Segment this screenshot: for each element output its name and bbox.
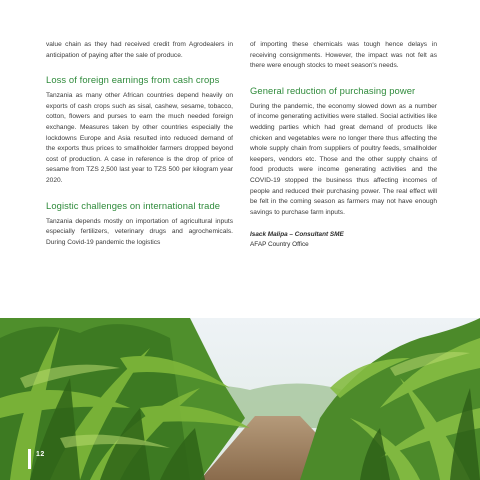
paragraph-logistic-challenges: Tanzania depends mostly on importation of agricultural inputs especially fertilizers, veterinary drugs and agrochemicals. During Covid-19 pandemic the logistics [46,217,233,246]
heading-purchasing-power: General reduction of purchasing power [250,84,416,96]
heading-loss-of-foreign-earnings: Loss of foreign earnings from cash crops [46,74,220,86]
intro-paragraph-left: value chain as they had received credit from Agrodealers in anticipation of paying after the sale of produce. [46,41,233,59]
right-column [250,40,437,250]
paragraph-purchasing-power: During the pandemic, the economy slowed down as a number of income generating activities were stalled. Social activities like wedding parties which had great demand of products like chicken and vegetables were no longer there thus affecting the whole supply chain from suppliers of poultry feeds, smallholder keepers, vendors etc. Those and the other supply chains of food products were income generating activities and the COVID-19 stopped the business thus affecting incomes of people and reduced their purchasing power. The real effect will be felt in the coming season as farmers may not have enough savings to purchase farm inputs. [250,102,437,216]
author-signature: Isack Malipa – Consultant SME [250,231,344,239]
heading-logistic-challenges: Logistic challenges on international trade [46,199,221,211]
maize-field-photo [0,318,480,480]
page-number-marker [28,449,31,469]
author-organization: AFAP Country Office [250,241,309,249]
page-number: 12 [36,451,45,458]
paragraph-foreign-earnings: Tanzania as many other African countries depend heavily on exports of cash crops such as sisal, cashew, sesame, tobacco, cotton, flowers and purses to earn the much needed foreign exchange. Measures taken by other countries especially the lockdowns Europe and Asia resulted into reduced demand of the exports thus prices to smallholder farmers dropped beyond cost of production. A case in reference is the drop of price of sesame from TZS 2,500 last year to TZS 500 per kilogram year 2020. [46,92,233,184]
left-column [46,40,233,248]
intro-paragraph-right: of importing these chemicals was tough hence delays in receiving consignments. However, the impact was not felt as there were enough stocks to meet season's needs. [250,41,437,70]
